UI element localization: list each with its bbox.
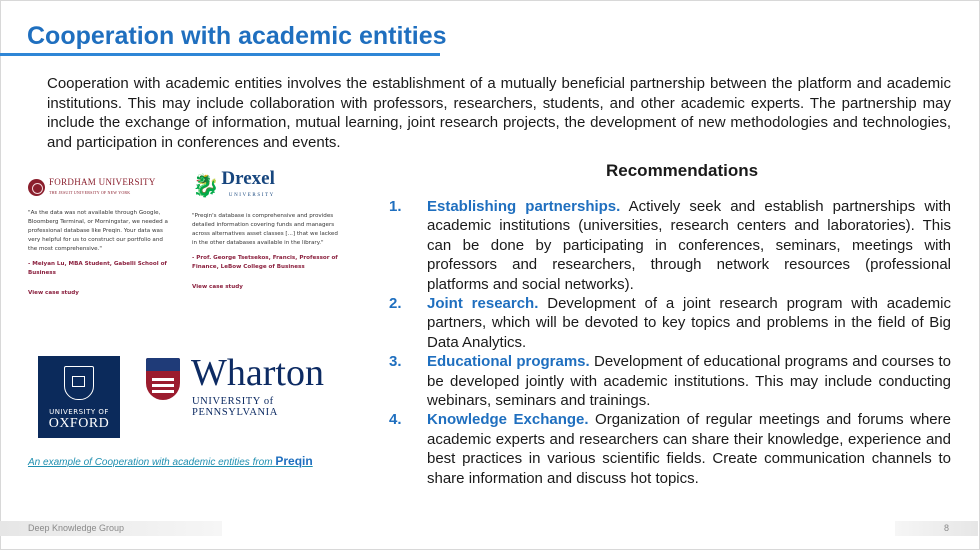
- page-number: 8: [944, 523, 950, 533]
- fordham-logo: [28, 175, 173, 199]
- item-text: Organization of regular meetings and forums where academic experts and researchers can share their knowledge, experience and best practices in various scientific fields. Create communication channels to share information and discuss hot topics.: [427, 411, 951, 487]
- fordham-quote: "As the data was not available through Google, Bloomberg Terminal, or Morningstar, we needed a professional database like Preqin. Your data was very helpful for us to construct our portfolio and the most comprehensive.": [28, 210, 168, 252]
- wharton-shield-icon: [146, 358, 180, 400]
- fordham-view-case-link[interactable]: View case study: [28, 290, 79, 296]
- recommendation-item: [389, 294, 951, 352]
- fordham-seal-icon: [28, 179, 45, 196]
- item-text: Development of a joint research program with academic partners, which will be devoted to key topics and problems in the field of Big Data Analytics.: [427, 295, 951, 351]
- footer-org: Deep Knowledge Group: [28, 523, 125, 533]
- oxford-logo-line1: UNIVERSITY OF: [49, 408, 109, 416]
- item-number: 2.: [389, 295, 402, 313]
- wharton-logo-name: Wharton: [191, 352, 324, 394]
- item-text: Actively seek and establish partnerships with academic institutions (universities, research centers and laboratories). This can be done by participating in conferences, seminars, meetings with professors and researchers, through network resources (professional platforms and social networks).: [427, 198, 951, 293]
- oxford-logo: [38, 356, 120, 438]
- fordham-logo-name: FORDHAM UNIVERSITY: [49, 176, 156, 187]
- item-text: Development of educational programs and courses to be developed jointly with academic institutions. This may include conducting webinars, seminars and trainings.: [427, 353, 951, 410]
- recommendation-item: [389, 352, 951, 410]
- recommendation-item: [389, 410, 951, 488]
- item-heading: Knowledge Exchange.: [427, 411, 589, 429]
- item-heading: Establishing partnerships.: [427, 198, 621, 215]
- drexel-quote: "Preqin's database is comprehensive and provides detailed information covering funds and managers across alternatives asset classes [...] that we lacked in the other databases available in the library.": [192, 213, 338, 246]
- drexel-logo-name: Drexel: [221, 168, 275, 189]
- page-number-bar: [895, 521, 978, 536]
- oxford-logo-line2: OXFORD: [48, 416, 110, 431]
- drexel-logo: [192, 168, 342, 202]
- drexel-case-card: [192, 168, 342, 290]
- drexel-attribution: - Prof. George Tsetsekos, Francis, Professor of Finance, LeBow College of Business: [192, 255, 338, 270]
- item-number: 3.: [389, 353, 402, 371]
- wharton-logo-sub: UNIVERSITY of PENNSYLVANIA: [192, 396, 278, 418]
- recommendations-list: [389, 197, 951, 488]
- fordham-case-card: [28, 175, 173, 296]
- item-number: 4.: [389, 411, 402, 429]
- drexel-view-case-link[interactable]: View case study: [192, 284, 243, 290]
- recommendations-heading: Recommendations: [606, 161, 759, 180]
- dragon-icon: 🐉: [192, 174, 220, 199]
- wharton-logo: [146, 352, 356, 418]
- item-number: 1.: [389, 198, 402, 215]
- illustration-caption: [28, 454, 313, 468]
- fordham-attribution: - Meiyan Lu, MBA Student, Gabelli School of Business: [28, 261, 167, 276]
- recommendation-item: [389, 197, 951, 294]
- fordham-logo-sub: THE JESUIT UNIVERSITY OF NEW YORK: [49, 189, 131, 195]
- item-heading: Educational programs.: [427, 353, 590, 371]
- caption-text: An example of Cooperation with academic entities from: [28, 457, 276, 468]
- preqin-link[interactable]: Preqin: [275, 454, 313, 468]
- oxford-crest-icon: [64, 366, 94, 400]
- drexel-logo-sub: UNIVERSITY: [228, 193, 275, 198]
- slide-title: Cooperation with academic entities: [27, 22, 447, 50]
- intro-paragraph: Cooperation with academic entities involves the establishment of a mutually beneficial partnership between the platform and academic institutions. This may include collaboration with professors, researchers, students, and other academic experts. The partnership may include the exchange of information, mutual learning, joint research projects, the development of new methodologies and technologies, and participation in conferences and events.: [47, 75, 951, 151]
- item-heading: Joint research.: [427, 295, 539, 313]
- title-underline: [0, 53, 440, 56]
